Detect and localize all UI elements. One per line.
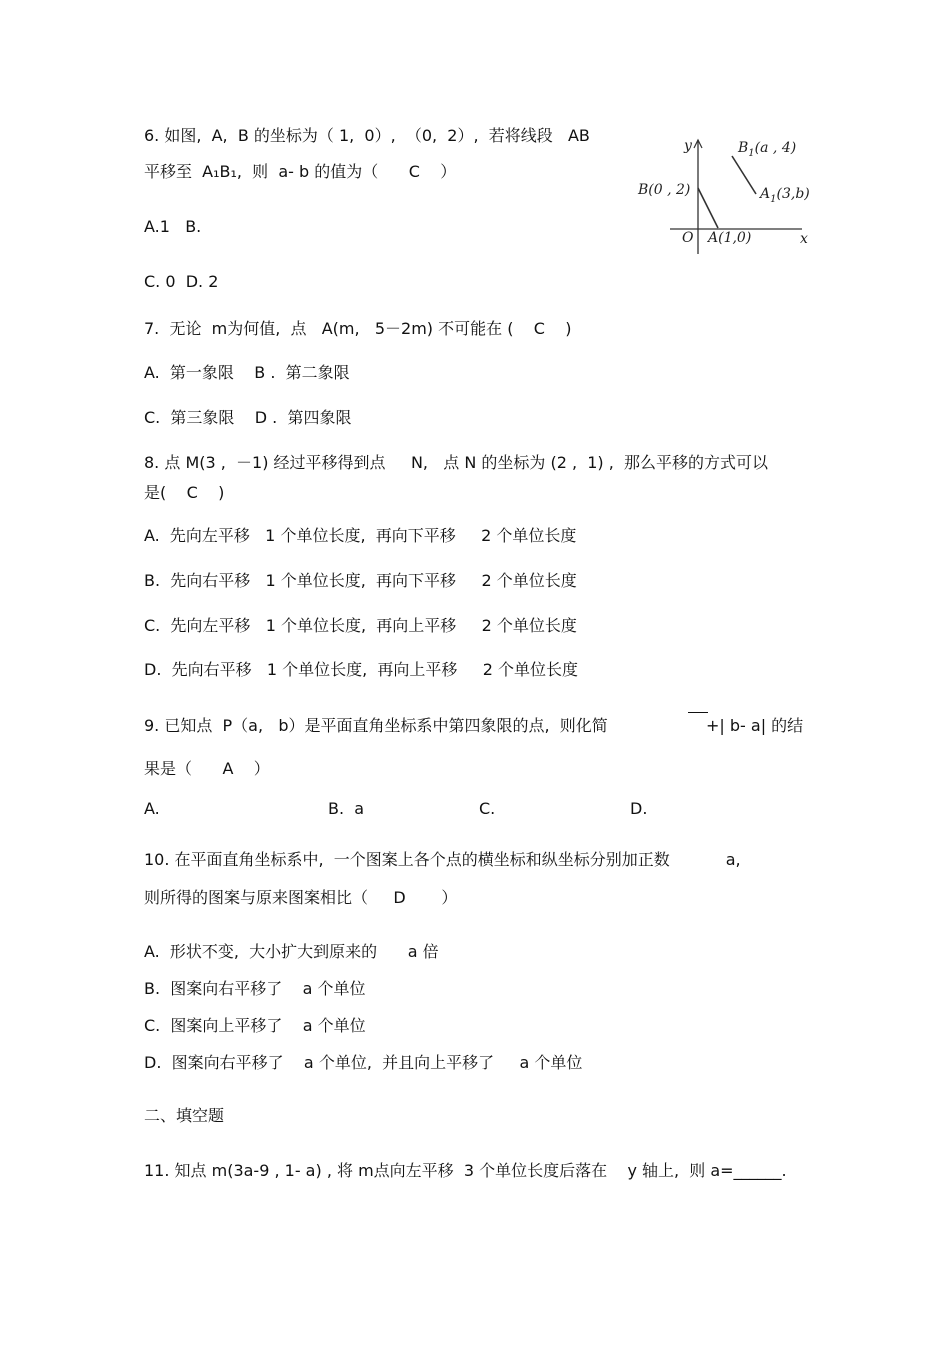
q9-option-c: C. bbox=[479, 799, 496, 818]
q10-stem-line1: 10. 在平面直角坐标系中, 一个图案上各个点的横坐标和纵坐标分别加正数 a, bbox=[144, 850, 741, 869]
q10-option-a: A. 形状不变, 大小扩大到原来的 a 倍 bbox=[144, 942, 439, 961]
q9-option-d: D. bbox=[630, 799, 648, 818]
origin-label: O bbox=[682, 230, 694, 246]
q10-stem-line2: 则所得的图案与原来图案相比（ D ） bbox=[144, 888, 458, 907]
q7-options-ab: A. 第一象限 B . 第二象限 bbox=[144, 363, 350, 382]
q7-stem: 7. 无论 m为何值, 点 A(m, 5－2m) 不可能在 ( C ) bbox=[144, 319, 572, 338]
point-a-label: A(1,0) bbox=[708, 230, 752, 246]
q10-option-d: D. 图案向右平移了 a 个单位, 并且向上平移了 a 个单位 bbox=[144, 1053, 583, 1072]
q6-options-cd: C. 0 D. 2 bbox=[144, 272, 219, 291]
q6-stem-line2: 平移至 A₁B₁, 则 a- b 的值为（ C ） bbox=[144, 162, 457, 181]
x-axis-label: x bbox=[800, 231, 808, 247]
q11-stem: 11. 知点 m(3a-9 , 1- a) , 将 m点向左平移 3 个单位长度后落在 y 轴上, 则 a=______. bbox=[144, 1161, 787, 1180]
section-title-fill-in: 二、填空题 bbox=[144, 1106, 225, 1125]
q8-option-a: A. 先向左平移 1 个单位长度, 再向下平移 2 个单位长度 bbox=[144, 526, 577, 545]
q6-options-ab: A.1 B. bbox=[144, 217, 202, 236]
q10-option-b: B. 图案向右平移了 a 个单位 bbox=[144, 979, 366, 998]
q8-stem-line1: 8. 点 M(3 , －1) 经过平移得到点 N, 点 N 的坐标为 (2 , 1) , 那么平移的方式可以 bbox=[144, 453, 769, 472]
segment-ab bbox=[698, 188, 718, 228]
point-b1-label: $B_1(a$ , 4) bbox=[738, 140, 797, 159]
q9-option-a: A. bbox=[144, 799, 160, 818]
q8-option-d: D. 先向右平移 1 个单位长度, 再向上平移 2 个单位长度 bbox=[144, 660, 579, 679]
q9-stem-line1-part2: +| b- a| 的结 bbox=[706, 716, 804, 735]
q8-option-b: B. 先向右平移 1 个单位长度, 再向下平移 2 个单位长度 bbox=[144, 571, 577, 590]
point-a1-label: $A_1(3,b)$ bbox=[760, 186, 810, 205]
q6-stem-line1: 6. 如图, A, B 的坐标为（ 1, 0）, （0, 2）, 若将线段 AB bbox=[144, 126, 590, 145]
q9-stem-line2: 果是（ A ） bbox=[144, 759, 270, 778]
q8-option-c: C. 先向左平移 1 个单位长度, 再向上平移 2 个单位长度 bbox=[144, 616, 577, 635]
q9-option-b: B. a bbox=[328, 799, 365, 818]
point-b-label: B(0 , 2) bbox=[638, 182, 691, 198]
q9-fraction-bar bbox=[688, 712, 708, 713]
q8-stem-line2: 是( C ) bbox=[144, 483, 225, 502]
q10-option-c: C. 图案向上平移了 a 个单位 bbox=[144, 1016, 366, 1035]
q7-options-cd: C. 第三象限 D . 第四象限 bbox=[144, 408, 352, 427]
y-axis-label: y bbox=[684, 138, 692, 154]
q6-coordinate-figure bbox=[636, 132, 822, 258]
segment-a1b1 bbox=[732, 156, 756, 194]
q9-stem-line1-part1: 9. 已知点 P（a, b）是平面直角坐标系中第四象限的点, 则化简 bbox=[144, 716, 608, 735]
